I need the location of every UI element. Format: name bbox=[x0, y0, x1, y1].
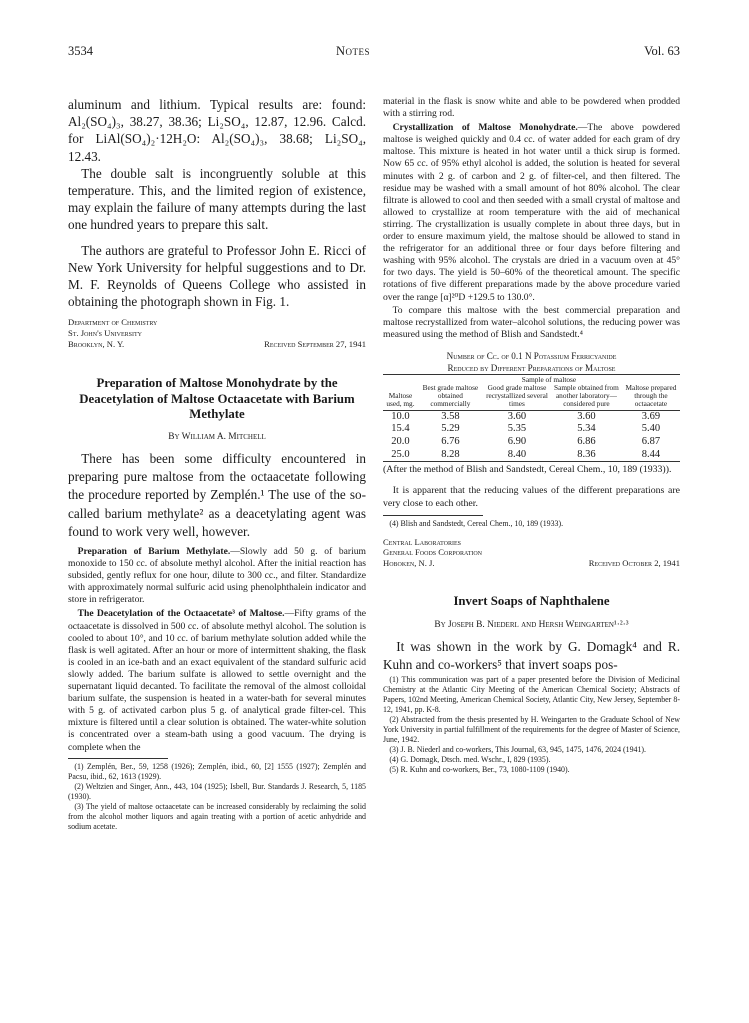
paragraph-body: —Slowly add 50 g. of barium monoxide to 150 cc. of absolute methyl alcohol. After the initial reaction has subsided, gently reflux for one hour, dilute to 300 cc., and filter. Standardize with approximately normal sulfuric acid using phenolphthalein indicator and store in refrigerator. bbox=[68, 546, 366, 606]
data-table-block bbox=[383, 350, 680, 477]
table-column-header: Maltose prepared through the octaacetate bbox=[622, 384, 680, 411]
table-cell: 15.4 bbox=[391, 423, 410, 435]
paragraph-body: —The above powdered maltose is weighed quickly and 0.4 cc. of water added for each gram of dry maltose. This mixture is heated in hot water until a thick sirup is formed. Now 65 cc. of 95% ethyl alcohol is added, the solution is heated for several minutes with 2 g. of carbon and 2 g. of filter-cel, and then filtered. The residue may be washed with a small amount of hot 80% alcohol. The clear filtrate is allowed to cool and then seeded with a small crystal of maltose and allowed to crystallize at room temperature with the aid of mechanical stirring. The crystallization is usually complete in about three days, but in order to ensure maximum yield, the maltose should be allowed to stand in the refrigerator for an additional three or four days before filtering and washing with 95% alcohol. The crystals are dried in a vacuum oven at 45° for two days. The yield is 50–60% of the theoretical amount. The specific rotations of five different preparations made by the above procedure varied over the range [α]²⁰D +129.5 to 130.0°. bbox=[383, 122, 680, 303]
table-cell: 20.0 bbox=[391, 436, 410, 448]
paragraph: It is apparent that the reducing values of the different preparations are very close to each other. bbox=[383, 485, 680, 510]
table-note: (After the method of Blish and Sandstedt, Cereal Chem., 10, 189 (1933)). bbox=[383, 464, 672, 476]
affiliation-row bbox=[68, 339, 366, 350]
table-cell: 6.86 bbox=[577, 436, 596, 448]
table-title: Number of Cc. of 0.1 N Potassium Ferricyanide bbox=[446, 350, 617, 361]
table-cell: 10.0 bbox=[391, 410, 410, 422]
table-cell: 5.35 bbox=[507, 423, 527, 435]
table-column-header: Sample obtained from another laboratory—considered pure bbox=[551, 384, 622, 411]
table-row bbox=[383, 436, 680, 449]
table-title: Reduced by Different Preparations of Maltose bbox=[447, 362, 616, 373]
footnote: (2) Abstracted from the thesis presented by H. Weingarten to the Graduate School of New York University in partial fulfillment of the requirements for the degree of Master of Science, June, 1942. bbox=[383, 715, 680, 745]
table-cell: 6.76 bbox=[441, 436, 460, 448]
section-title: Notes bbox=[336, 44, 371, 58]
affiliation-row bbox=[383, 558, 680, 569]
table-cell: 5.29 bbox=[441, 423, 460, 435]
table-cell: 3.58 bbox=[441, 410, 460, 422]
affiliation-line: St. John's University bbox=[68, 328, 142, 339]
table-column-header: Best grade maltose obtained commercially bbox=[418, 384, 483, 411]
paragraph: It was shown in the work by G. Domagk⁴ and R. Kuhn and co-workers⁵ that invert soaps pos- bbox=[383, 639, 680, 673]
running-header bbox=[68, 44, 680, 62]
paragraph: material in the flask is snow white and able to be powdered when prodded with a stirring rod. bbox=[383, 96, 680, 120]
paragraph: There has been some difficulty encountered in preparing pure maltose from the octaacetate following the procedure reported by Zemplén.¹ The use of the so-called barium methylate² as a deacetylating agent was found to work very well, however. bbox=[68, 451, 366, 539]
table-cell: 8.28 bbox=[418, 449, 483, 462]
paragraph-heading: Crystallization of Maltose Monohydrate. bbox=[392, 122, 578, 134]
footnote-divider bbox=[383, 515, 483, 516]
received-date: Received October 2, 1941 bbox=[588, 557, 680, 568]
paragraph-heading: The Deacetylation of the Octaacetate³ of Maltose. bbox=[77, 608, 285, 620]
affiliation-line: Hoboken, N. J. bbox=[383, 557, 435, 568]
paragraph bbox=[68, 608, 366, 753]
table-span-label: Sample of maltose bbox=[521, 374, 577, 384]
affiliation-block bbox=[68, 317, 366, 349]
affiliation-line: Department of Chemistry bbox=[68, 317, 158, 328]
table-row bbox=[383, 449, 680, 462]
table-cell: 6.90 bbox=[507, 436, 527, 448]
table-cell: 25.0 bbox=[383, 449, 418, 462]
affiliation-line: Central Laboratories bbox=[383, 536, 462, 547]
footnote: (3) J. B. Niederl and co-workers, This Journal, 63, 945, 1475, 1476, 2024 (1941). bbox=[389, 745, 647, 755]
table-cell: 3.69 bbox=[641, 410, 661, 422]
footnote: (1) This communication was part of a paper presented before the Division of Medicinal Chemistry at the Atlantic City Meeting of the American Chemical Society; Abstracts of Papers, 102nd Meeting, American Chemical Society, Atlantic City, New Jersey, September 8-12, 1941, pp. K-8. bbox=[383, 675, 680, 715]
footnote: (4) Blish and Sandstedt, Cereal Chem., 10, 189 (1933). bbox=[389, 518, 564, 528]
table-row bbox=[383, 423, 680, 436]
paragraph bbox=[383, 122, 680, 303]
footnote: (2) Weltzien and Singer, Ann., 443, 104 (1925); Isbell, Bur. Standards J. Research, 5, 1185 (1930). bbox=[68, 781, 366, 801]
author-byline: By Joseph B. Niederl and Hersh Weingarten¹·²·³ bbox=[434, 620, 629, 631]
footnote-divider bbox=[68, 758, 168, 759]
footnote: (4) G. Domagk, Dtsch. med. Wschr., I, 829 (1935). bbox=[389, 755, 551, 765]
left-column bbox=[68, 96, 366, 832]
affiliation-block bbox=[383, 537, 680, 569]
table-header-row bbox=[383, 384, 680, 411]
right-column bbox=[383, 96, 680, 775]
footnote: (3) The yield of maltose octaacetate can be increased considerably by reclaiming the solid from the alcohol mother liquors and again treating with a portion of acetic anhydride and sodium acetate. bbox=[68, 801, 366, 831]
footnote: (1) Zemplén, Ber., 59, 1258 (1926); Zemplén, ibid., 60, [2] 1555 (1927); Zemplén and Pacsu, ibid., 62, 1613 (1929). bbox=[68, 761, 366, 781]
paragraph-heading: Preparation of Barium Methylate. bbox=[77, 546, 231, 558]
volume-label: Vol. 63 bbox=[644, 44, 680, 58]
paragraph bbox=[68, 546, 366, 606]
table-column-header: Good grade maltose recrystallized several times bbox=[483, 384, 551, 411]
table-cell: 3.60 bbox=[577, 410, 596, 422]
paragraph-body: —Fifty grams of the octaacetate is dissolved in 500 cc. of absolute methyl alcohol. The solution is cooled to about 10°, and 10 cc. of barium methylate solution added while the flask is well agitated. After an hour or more of intermittent shaking, the flask is cooled in an ice-bath and an exact equivalent of the standard sulfuric acid slowly added. The barium sulfate is allowed to settle overnight and the supernatant liquid decanted. To facilitate the removal of the almost colloidal barium sulfate, the suspension is heated in a water-bath for several minutes with 5 g. of activated carbon plus 5 g. of analytical grade filter-cel. This mixture is filtered until a clear solution is obtained. The water-white solution is concentrated over a steam-bath using a good vacuum. The drying is complete when the bbox=[68, 608, 366, 753]
table-cell: 8.44 bbox=[622, 449, 680, 462]
paragraph: The double salt is incongruently soluble at this temperature. This, and the limited region of existence, may explain the failure of many attempts during the last one hundred years to prepare this salt. bbox=[68, 165, 366, 233]
table-cell: 5.34 bbox=[577, 423, 596, 435]
affiliation-line: General Foods Corporation bbox=[383, 547, 483, 558]
table-body bbox=[383, 410, 680, 461]
table-cell: 6.87 bbox=[641, 436, 661, 448]
table-cell: 8.36 bbox=[551, 449, 622, 462]
paragraph: aluminum and lithium. Typical results are: found: Al₂(SO₄)₃, 38.27, 38.36; Li₂SO₄, 12.87, 12.96. Calcd. for LiAl(SO₄)₂·12H₂O: Al₂(SO₄)₃, 38.68; Li₂SO₄, 12.43. bbox=[68, 97, 366, 164]
footnote: (5) R. Kuhn and co-workers, Ber., 73, 1080-1109 (1940). bbox=[389, 765, 570, 775]
paragraph: To compare this maltose with the best commercial preparation and maltose recrystallized from water–alcohol solutions, the reducing power was measured using the method of Blish and Sandstedt.⁴ bbox=[383, 304, 680, 340]
page-number: 3534 bbox=[68, 44, 93, 58]
table-row bbox=[383, 410, 680, 423]
data-table bbox=[383, 374, 680, 462]
article-title: Preparation of Maltose Monohydrate by the Deacetylation of Maltose Octaacetate with Barium Methylate bbox=[79, 376, 355, 422]
article-title: Invert Soaps of Naphthalene bbox=[453, 594, 610, 609]
table-cell: 5.40 bbox=[641, 423, 661, 435]
received-date: Received September 27, 1941 bbox=[264, 338, 366, 349]
table-cell: 8.40 bbox=[483, 449, 551, 462]
acknowledgment: The authors are grateful to Professor John E. Ricci of New York University for helpful suggestions and to Dr. M. F. Reynolds of Queens College who assisted in obtaining the photograph shown in Fig. 1. bbox=[68, 242, 366, 310]
table-cell: 3.60 bbox=[507, 410, 527, 422]
affiliation-line: Brooklyn, N. Y. bbox=[68, 338, 125, 349]
table-column-header: Maltose used, mg. bbox=[383, 384, 418, 411]
author-byline: By William A. Mitchell bbox=[168, 432, 266, 442]
